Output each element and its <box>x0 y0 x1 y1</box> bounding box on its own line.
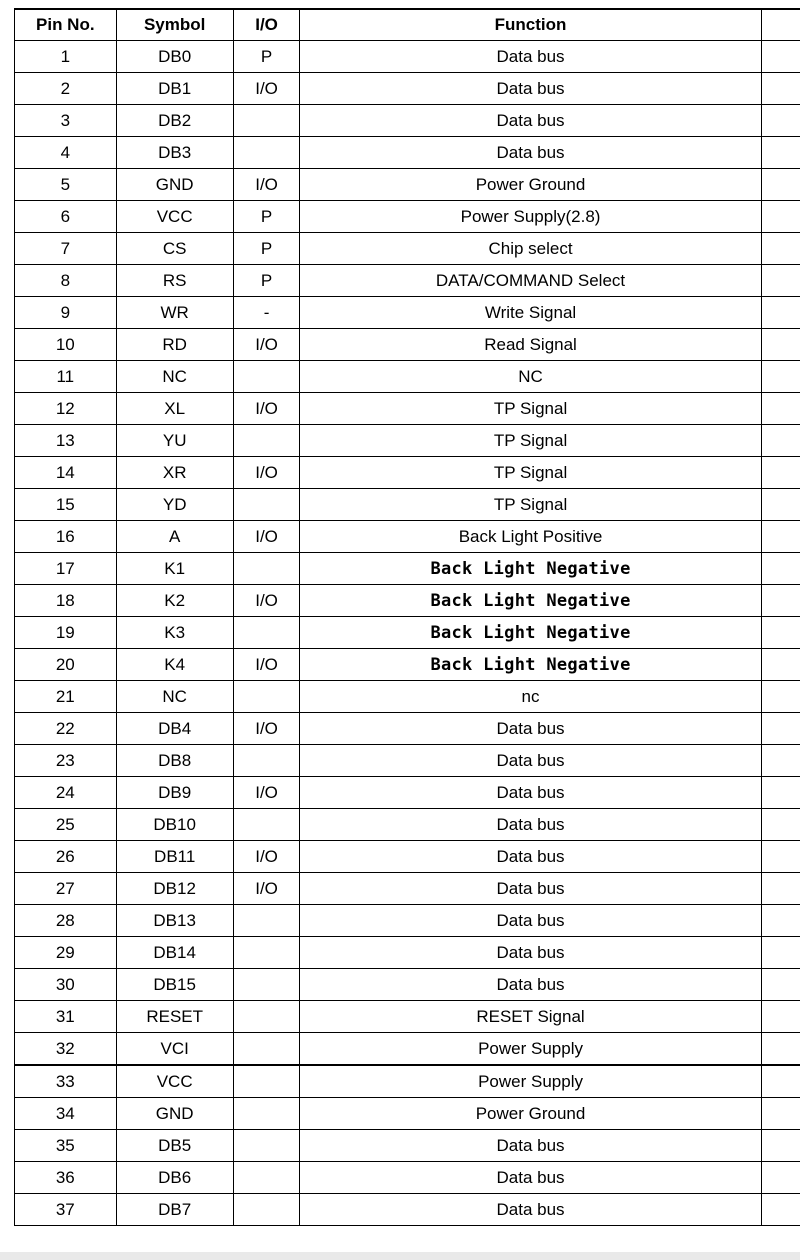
function-cell: Power Supply(2.8) <box>300 201 761 233</box>
table-row <box>15 489 800 521</box>
symbol-cell: VCC <box>116 1065 233 1098</box>
pin-definition-table <box>14 8 800 1226</box>
io-cell <box>233 425 300 457</box>
pin-number-cell: 16 <box>15 521 117 553</box>
pin-number-cell: 30 <box>15 969 117 1001</box>
table-row <box>15 905 800 937</box>
pin-number-cell: 18 <box>15 585 117 617</box>
symbol-cell: DB9 <box>116 777 233 809</box>
symbol-cell: DB1 <box>116 73 233 105</box>
symbol-cell: DB13 <box>116 905 233 937</box>
function-cell: Data bus <box>300 1194 761 1226</box>
pin-number-cell: 2 <box>15 73 117 105</box>
symbol-cell: RD <box>116 329 233 361</box>
pin-number-cell: 9 <box>15 297 117 329</box>
table-row <box>15 329 800 361</box>
symbol-cell: K4 <box>116 649 233 681</box>
function-cell: TP Signal <box>300 457 761 489</box>
io-cell: I/O <box>233 873 300 905</box>
function-cell: Data bus <box>300 841 761 873</box>
table-row <box>15 521 800 553</box>
function-cell: Back Light Negative <box>300 585 761 617</box>
io-cell: P <box>233 265 300 297</box>
function-cell: Data bus <box>300 73 761 105</box>
table-header-row <box>15 9 800 41</box>
symbol-cell: RS <box>116 265 233 297</box>
symbol-cell: DB2 <box>116 105 233 137</box>
symbol-cell: K1 <box>116 553 233 585</box>
pin-number-cell: 29 <box>15 937 117 969</box>
io-cell <box>233 137 300 169</box>
function-cell: Data bus <box>300 745 761 777</box>
function-cell: Data bus <box>300 41 761 73</box>
pin-number-cell: 5 <box>15 169 117 201</box>
extra-column-cell <box>761 1033 800 1066</box>
io-cell <box>233 905 300 937</box>
io-cell <box>233 361 300 393</box>
function-cell: Read Signal <box>300 329 761 361</box>
pin-number-cell: 23 <box>15 745 117 777</box>
pin-number-cell: 35 <box>15 1130 117 1162</box>
table-row <box>15 393 800 425</box>
table-row <box>15 937 800 969</box>
io-cell: I/O <box>233 393 300 425</box>
symbol-cell: CS <box>116 233 233 265</box>
table-row <box>15 1194 800 1226</box>
page-bottom-edge <box>0 1252 800 1260</box>
io-cell: I/O <box>233 521 300 553</box>
pin-number-cell: 22 <box>15 713 117 745</box>
pin-number-cell: 20 <box>15 649 117 681</box>
io-cell: I/O <box>233 457 300 489</box>
table-row <box>15 1098 800 1130</box>
io-cell: I/O <box>233 169 300 201</box>
extra-column-cell <box>761 969 800 1001</box>
io-cell <box>233 1098 300 1130</box>
pin-number-cell: 28 <box>15 905 117 937</box>
pin-number-cell: 15 <box>15 489 117 521</box>
symbol-cell: GND <box>116 1098 233 1130</box>
extra-column-cell <box>761 809 800 841</box>
io-cell <box>233 745 300 777</box>
pin-number-cell: 25 <box>15 809 117 841</box>
io-cell <box>233 553 300 585</box>
symbol-cell: VCC <box>116 201 233 233</box>
io-cell: - <box>233 297 300 329</box>
table-row <box>15 649 800 681</box>
io-cell: I/O <box>233 713 300 745</box>
pin-number-cell: 32 <box>15 1033 117 1066</box>
table-row <box>15 617 800 649</box>
io-cell: I/O <box>233 585 300 617</box>
function-cell: Data bus <box>300 873 761 905</box>
pin-number-cell: 36 <box>15 1162 117 1194</box>
pin-number-cell: 13 <box>15 425 117 457</box>
extra-column-cell <box>761 873 800 905</box>
pin-number-cell: 14 <box>15 457 117 489</box>
table-row <box>15 1033 800 1066</box>
function-cell: Data bus <box>300 1162 761 1194</box>
table-row <box>15 361 800 393</box>
extra-column-cell <box>761 841 800 873</box>
extra-column-cell <box>761 553 800 585</box>
table-row <box>15 137 800 169</box>
io-cell <box>233 105 300 137</box>
pin-number-cell: 1 <box>15 41 117 73</box>
io-cell: P <box>233 233 300 265</box>
io-cell: P <box>233 201 300 233</box>
extra-column-cell <box>761 169 800 201</box>
header-io: I/O <box>233 9 300 41</box>
io-cell <box>233 1033 300 1066</box>
function-cell: Back Light Negative <box>300 617 761 649</box>
extra-column-cell <box>761 777 800 809</box>
io-cell: I/O <box>233 649 300 681</box>
pin-number-cell: 34 <box>15 1098 117 1130</box>
table-row <box>15 553 800 585</box>
function-cell: Data bus <box>300 713 761 745</box>
table-row <box>15 233 800 265</box>
io-cell <box>233 489 300 521</box>
pin-number-cell: 6 <box>15 201 117 233</box>
extra-column-cell <box>761 649 800 681</box>
function-cell: DATA/COMMAND Select <box>300 265 761 297</box>
table-row <box>15 1130 800 1162</box>
pin-number-cell: 4 <box>15 137 117 169</box>
io-cell <box>233 969 300 1001</box>
io-cell <box>233 1001 300 1033</box>
extra-column-cell <box>761 265 800 297</box>
extra-column-cell <box>761 713 800 745</box>
extra-column-cell <box>761 361 800 393</box>
extra-column-cell <box>761 1065 800 1098</box>
table-row <box>15 297 800 329</box>
pin-number-cell: 37 <box>15 1194 117 1226</box>
table-row <box>15 841 800 873</box>
io-cell: P <box>233 41 300 73</box>
symbol-cell: YD <box>116 489 233 521</box>
function-cell: TP Signal <box>300 425 761 457</box>
pin-number-cell: 26 <box>15 841 117 873</box>
pin-number-cell: 19 <box>15 617 117 649</box>
header-pin-no: Pin No. <box>15 9 117 41</box>
function-cell: Data bus <box>300 1130 761 1162</box>
function-cell: Power Supply <box>300 1065 761 1098</box>
symbol-cell: DB10 <box>116 809 233 841</box>
header-symbol: Symbol <box>116 9 233 41</box>
extra-column-cell <box>761 105 800 137</box>
symbol-cell: WR <box>116 297 233 329</box>
table-row <box>15 265 800 297</box>
table-row <box>15 105 800 137</box>
extra-column-cell <box>761 73 800 105</box>
symbol-cell: DB14 <box>116 937 233 969</box>
table-row <box>15 201 800 233</box>
function-cell: Data bus <box>300 137 761 169</box>
extra-column-cell <box>761 905 800 937</box>
extra-column-cell <box>761 201 800 233</box>
io-cell: I/O <box>233 73 300 105</box>
function-cell: nc <box>300 681 761 713</box>
symbol-cell: VCI <box>116 1033 233 1066</box>
pin-number-cell: 8 <box>15 265 117 297</box>
symbol-cell: RESET <box>116 1001 233 1033</box>
symbol-cell: YU <box>116 425 233 457</box>
function-cell: Data bus <box>300 105 761 137</box>
io-cell <box>233 1194 300 1226</box>
function-cell: Back Light Negative <box>300 649 761 681</box>
extra-column-cell <box>761 1194 800 1226</box>
extra-column-cell <box>761 457 800 489</box>
table-row <box>15 745 800 777</box>
table-row <box>15 777 800 809</box>
header-extra-column <box>761 9 800 41</box>
table-row <box>15 809 800 841</box>
pin-number-cell: 7 <box>15 233 117 265</box>
pin-number-cell: 10 <box>15 329 117 361</box>
table-row <box>15 73 800 105</box>
pin-number-cell: 33 <box>15 1065 117 1098</box>
extra-column-cell <box>761 681 800 713</box>
function-cell: Power Ground <box>300 169 761 201</box>
function-cell: NC <box>300 361 761 393</box>
table-row <box>15 457 800 489</box>
symbol-cell: DB0 <box>116 41 233 73</box>
symbol-cell: NC <box>116 681 233 713</box>
symbol-cell: DB12 <box>116 873 233 905</box>
io-cell: I/O <box>233 777 300 809</box>
function-cell: Data bus <box>300 777 761 809</box>
symbol-cell: K2 <box>116 585 233 617</box>
function-cell: TP Signal <box>300 489 761 521</box>
symbol-cell: DB6 <box>116 1162 233 1194</box>
table-body <box>15 41 800 1226</box>
pin-number-cell: 31 <box>15 1001 117 1033</box>
extra-column-cell <box>761 393 800 425</box>
symbol-cell: GND <box>116 169 233 201</box>
pin-number-cell: 27 <box>15 873 117 905</box>
extra-column-cell <box>761 1130 800 1162</box>
function-cell: RESET Signal <box>300 1001 761 1033</box>
header-function: Function <box>300 9 761 41</box>
extra-column-cell <box>761 233 800 265</box>
symbol-cell: DB7 <box>116 1194 233 1226</box>
table-row <box>15 425 800 457</box>
function-cell: Write Signal <box>300 297 761 329</box>
extra-column-cell <box>761 41 800 73</box>
function-cell: Back Light Negative <box>300 553 761 585</box>
extra-column-cell <box>761 1098 800 1130</box>
extra-column-cell <box>761 425 800 457</box>
pin-number-cell: 11 <box>15 361 117 393</box>
function-cell: Power Supply <box>300 1033 761 1066</box>
io-cell: I/O <box>233 841 300 873</box>
io-cell <box>233 1162 300 1194</box>
extra-column-cell <box>761 489 800 521</box>
symbol-cell: XR <box>116 457 233 489</box>
table-row <box>15 585 800 617</box>
extra-column-cell <box>761 1162 800 1194</box>
io-cell <box>233 809 300 841</box>
symbol-cell: DB3 <box>116 137 233 169</box>
pin-number-cell: 12 <box>15 393 117 425</box>
function-cell: Back Light Positive <box>300 521 761 553</box>
extra-column-cell <box>761 1001 800 1033</box>
extra-column-cell <box>761 297 800 329</box>
symbol-cell: DB8 <box>116 745 233 777</box>
function-cell: Chip select <box>300 233 761 265</box>
table-row <box>15 873 800 905</box>
io-cell: I/O <box>233 329 300 361</box>
table-row <box>15 1001 800 1033</box>
function-cell: TP Signal <box>300 393 761 425</box>
extra-column-cell <box>761 137 800 169</box>
symbol-cell: A <box>116 521 233 553</box>
io-cell <box>233 617 300 649</box>
io-cell <box>233 681 300 713</box>
extra-column-cell <box>761 937 800 969</box>
function-cell: Data bus <box>300 905 761 937</box>
io-cell <box>233 937 300 969</box>
symbol-cell: K3 <box>116 617 233 649</box>
extra-column-cell <box>761 329 800 361</box>
pin-number-cell: 3 <box>15 105 117 137</box>
extra-column-cell <box>761 585 800 617</box>
table-row <box>15 713 800 745</box>
symbol-cell: DB11 <box>116 841 233 873</box>
function-cell: Power Ground <box>300 1098 761 1130</box>
symbol-cell: DB5 <box>116 1130 233 1162</box>
table-row <box>15 969 800 1001</box>
function-cell: Data bus <box>300 937 761 969</box>
pin-number-cell: 17 <box>15 553 117 585</box>
symbol-cell: DB15 <box>116 969 233 1001</box>
symbol-cell: NC <box>116 361 233 393</box>
pin-number-cell: 24 <box>15 777 117 809</box>
extra-column-cell <box>761 521 800 553</box>
symbol-cell: DB4 <box>116 713 233 745</box>
table-row <box>15 1065 800 1098</box>
io-cell <box>233 1065 300 1098</box>
table-row <box>15 681 800 713</box>
table-row <box>15 41 800 73</box>
pin-number-cell: 21 <box>15 681 117 713</box>
table-row <box>15 169 800 201</box>
symbol-cell: XL <box>116 393 233 425</box>
extra-column-cell <box>761 617 800 649</box>
extra-column-cell <box>761 745 800 777</box>
io-cell <box>233 1130 300 1162</box>
function-cell: Data bus <box>300 969 761 1001</box>
table-row <box>15 1162 800 1194</box>
function-cell: Data bus <box>300 809 761 841</box>
